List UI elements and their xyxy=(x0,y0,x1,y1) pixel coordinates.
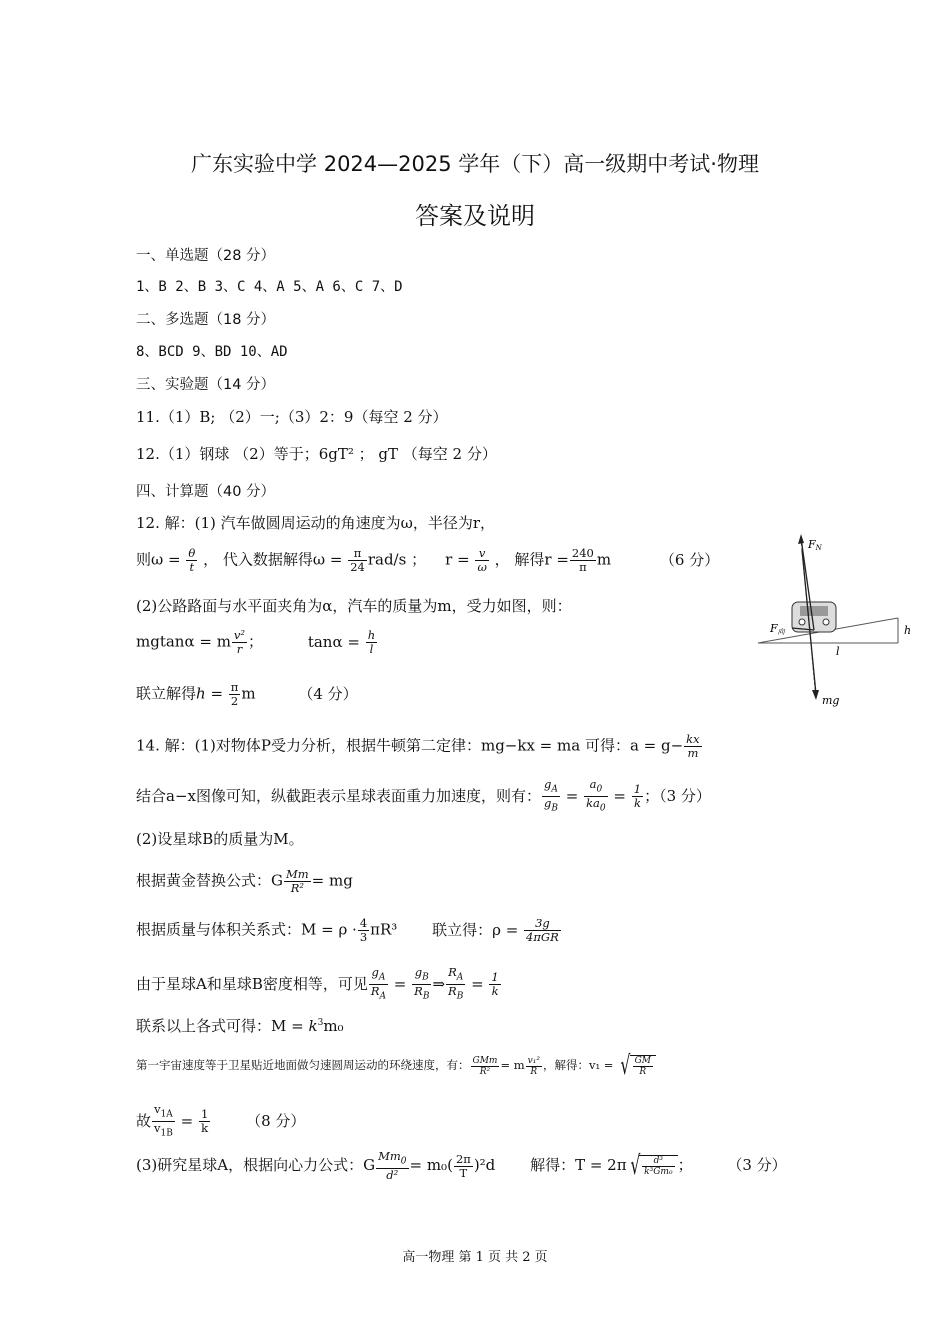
q13-line2: 则ω = $\frac{\theta}{t}$ ， 代入数据解得ω = $\frac{\pi}{24}$ rad/s ； r = $\frac{v}{\omega}$ ， 解得r = $\frac{240}{\pi}$ m （6 分） xyxy=(136,546,720,574)
q14-line10: (3)研究星球A，根据向心力公式：G $\frac{Mm_0}{\text{d²}}$ = m₀( $\frac{2\pi}{T}$ )²d 解得：T = 2π √ $\frac{\text{d³}}{\text{k³Gm₀}}$ ； （3 分） xyxy=(136,1149,787,1183)
q14-line8: 第一宇宙速度等于卫星贴近地面做匀速圆周运动的环绕速度，有： $\frac{\text{GMm}}{\text{R²}}$ = m $\frac{\text{v₁²}}{R}$ ，解得：v₁ = √ $\frac{GM}{R}$ xyxy=(136,1053,656,1079)
q14-line6: 由于星球A和星球B密度相等，可见 $\frac{g_A}{R_A}$ = $\frac{g_B}{R_B}$ ⇒ $\frac{R_A}{R_B}$ = $\frac{1}{k}$ xyxy=(136,965,499,1002)
force-diagram xyxy=(756,530,916,710)
fx-label: F向 xyxy=(770,622,785,636)
q14-line3: (2)设星球B的质量为M。 xyxy=(136,830,304,848)
q14-line4: 根据黄金替换公式：G $\frac{Mm}{\text{R²}}$ = mg xyxy=(136,867,353,895)
answer-q11: 11.（1）B; （2）一;（3）2：9（每空 2 分） xyxy=(136,408,448,426)
q14-line2: 结合a−x图像可知，纵截距表示星球表面重力加速度，则有： $\frac{g_A}{g_B}$ = $\frac{a_0}{ka_0}$ = $\frac{1}{k}$ ；（3 分） xyxy=(136,777,711,814)
page-footer: 高一物理 第 1 页 共 2 页 xyxy=(402,1250,548,1265)
q14-line1: 14. 解：(1)对物体P受力分析，根据牛顿第二定律：mg−kx = ma 可得：a = g− $\frac{kx}{m}$ xyxy=(136,732,700,760)
q13-intro: 12. 解：(1) 汽车做圆周运动的角速度为ω，半径为r， xyxy=(136,514,496,532)
fn-label: FN xyxy=(808,538,822,552)
q14-line9: 故 $\frac{v_{1A}}{v_{1B}}$ = $\frac{1}{k}$ （8 分） xyxy=(136,1102,306,1139)
section-heading-experiment: 三、实验题（14 分） xyxy=(136,377,276,393)
page-subtitle: 答案及说明 xyxy=(415,202,535,230)
q14-line5: 根据质量与体积关系式：M = ρ · $\frac{4}{3}$ πR³ 联立得：ρ = $\frac{3g}{\text{4πGR}}$ xyxy=(136,916,559,944)
mg-label: mg xyxy=(822,694,840,707)
q13-line4: mgtanα = m $\frac{\text{v²}}{r}$ ； tanα = $\frac{h}{l}$ xyxy=(136,628,376,656)
q13-line5: 联立解得h = $\frac{\pi}{2}$ m （4 分） xyxy=(136,680,358,708)
answer-q12: 12.（1）钢球 （2）等于；6gT² ； gT （每空 2 分） xyxy=(136,445,497,463)
q14-line7: 联系以上各式可得：$M = k^3m_0$ xyxy=(136,1017,344,1035)
page-title: 广东实验中学 2024—2025 学年（下）高一级期中考试·物理 xyxy=(191,152,759,176)
q13-line3: (2)公路路面与水平面夹角为α，汽车的质量为m，受力如图，则： xyxy=(136,597,572,615)
l-label: l xyxy=(836,645,840,658)
section-heading-single-choice: 一、单选题（28 分） xyxy=(136,248,276,264)
section-heading-calculation: 四、计算题（40 分） xyxy=(136,484,276,500)
multi-choice-answers: 8、BCD 9、BD 10、AD xyxy=(136,344,288,360)
single-choice-answers: 1、B 2、B 3、C 4、A 5、A 6、C 7、D xyxy=(136,279,403,295)
section-heading-multi-choice: 二、多选题（18 分） xyxy=(136,312,276,328)
h-label: h xyxy=(904,624,912,637)
